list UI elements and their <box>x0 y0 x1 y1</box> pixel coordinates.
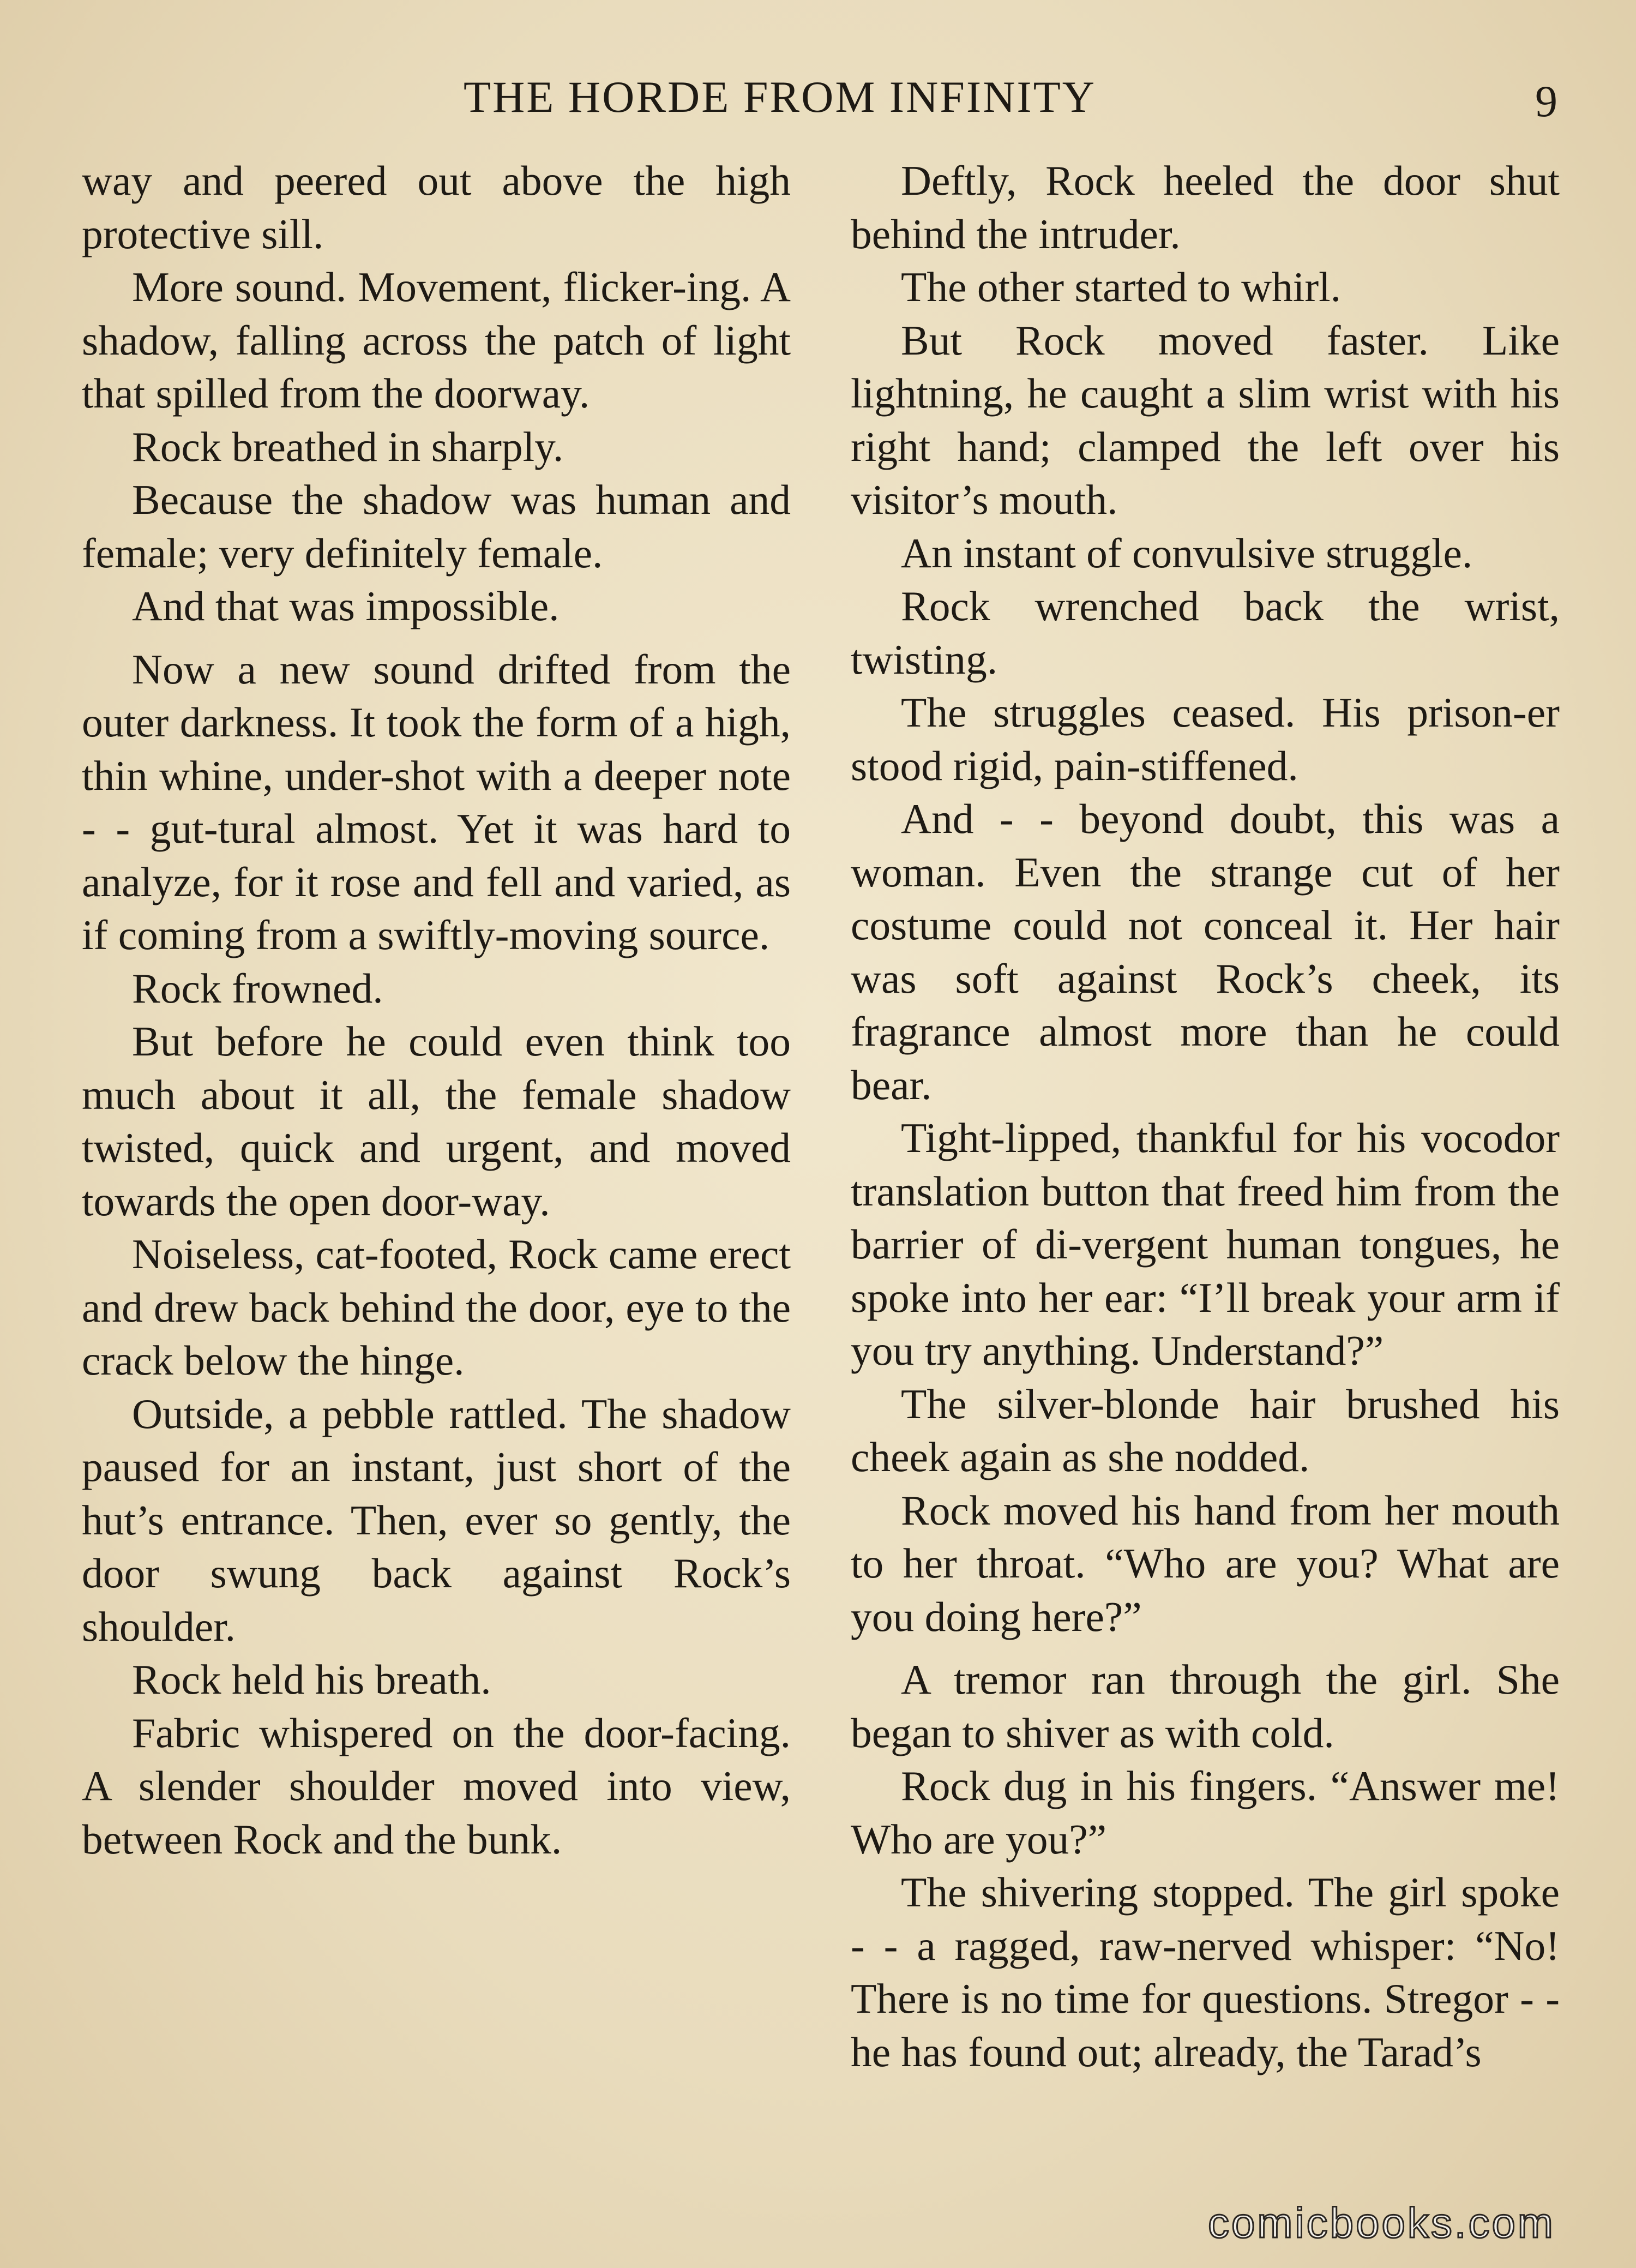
page-number: 9 <box>1535 76 1557 126</box>
paragraph: The other started to whirl. <box>901 263 1342 310</box>
running-title: THE HORDE FROM INFINITY <box>464 72 1097 122</box>
paragraph: The shivering stopped. The girl spoke - - a ragged, raw-nerved whisper: “No! There is no time for questions. Stregor - - he has found out; already, the Tarad’s <box>851 1869 1560 2075</box>
left-column <box>82 154 791 1866</box>
paragraph: Tight-lipped, thankful for his vocodor translation button that freed him from the barrier of di-vergent human tongues, he spoke into her ear: “I’ll break your arm if you try anything. Understand?” <box>851 1114 1560 1374</box>
paragraph: But Rock moved faster. Like lightning, he caught a slim wrist with his right hand; clamped the left over his visitor’s mouth. <box>851 316 1560 523</box>
watermark <box>1208 2195 1609 2250</box>
paragraph: Deftly, Rock heeled the door shut behind the intruder. <box>851 157 1560 257</box>
paragraph: Rock dug in his fingers. “Answer me! Who are you?” <box>851 1762 1560 1863</box>
paragraph: The silver-blonde hair brushed his cheek again as she nodded. <box>851 1380 1560 1480</box>
paragraph: way and peered out above the high protective sill. <box>82 157 791 257</box>
paragraph: More sound. Movement, flicker-ing. A shadow, falling across the patch of light that spilled from the doorway. <box>82 263 791 417</box>
paragraph: Rock breathed in sharply. <box>132 423 564 470</box>
paragraph: Rock held his breath. <box>132 1656 491 1703</box>
paragraph: Fabric whispered on the door-facing. A slender shoulder moved into view, between Rock and the bunk. <box>82 1709 791 1863</box>
paragraph: But before he could even think too much about it all, the female shadow twisted, quick and urgent, and moved towards the open door-way. <box>82 1018 791 1225</box>
paragraph: Noiseless, cat-footed, Rock came erect and drew back behind the door, eye to the crack below the hinge. <box>82 1231 791 1384</box>
paragraph: And - - beyond doubt, this was a woman. Even the strange cut of her costume could not conceal it. Her hair was soft against Rock’s cheek, its fragrance almost more than he could bear. <box>851 795 1560 1108</box>
paragraph: An instant of convulsive struggle. <box>901 529 1473 577</box>
paragraph: And that was impossible. <box>132 583 560 629</box>
paragraph: Now a new sound drifted from the outer darkness. It took the form of a high, thin whine, under-shot with a deeper note - - gut-tural almost. Yet it was hard to analyze, for it rose and fell and varied, as if coming from a swiftly-moving source. <box>82 645 791 958</box>
paragraph: Because the shadow was human and female; very definitely female. <box>82 476 791 577</box>
paragraph: A tremor ran through the girl. She began to shiver as with cold. <box>851 1656 1560 1756</box>
paragraph: Rock wrenched back the wrist, twisting. <box>851 583 1560 683</box>
watermark-text: comicbooks.com <box>1208 2199 1555 2247</box>
paragraph: The struggles ceased. His prison-er stood rigid, pain-stiffened. <box>851 689 1560 789</box>
paragraph: Rock frowned. <box>132 964 383 1012</box>
right-column <box>851 154 1560 2079</box>
running-header <box>0 70 1636 124</box>
paragraph: Outside, a pebble rattled. The shadow paused for an instant, just short of the hut’s entrance. Then, ever so gently, the door swung back against Rock’s shoulder. <box>82 1390 791 1650</box>
paragraph: Rock moved his hand from her mouth to her throat. “Who are you? What are you doing here?” <box>851 1486 1560 1640</box>
